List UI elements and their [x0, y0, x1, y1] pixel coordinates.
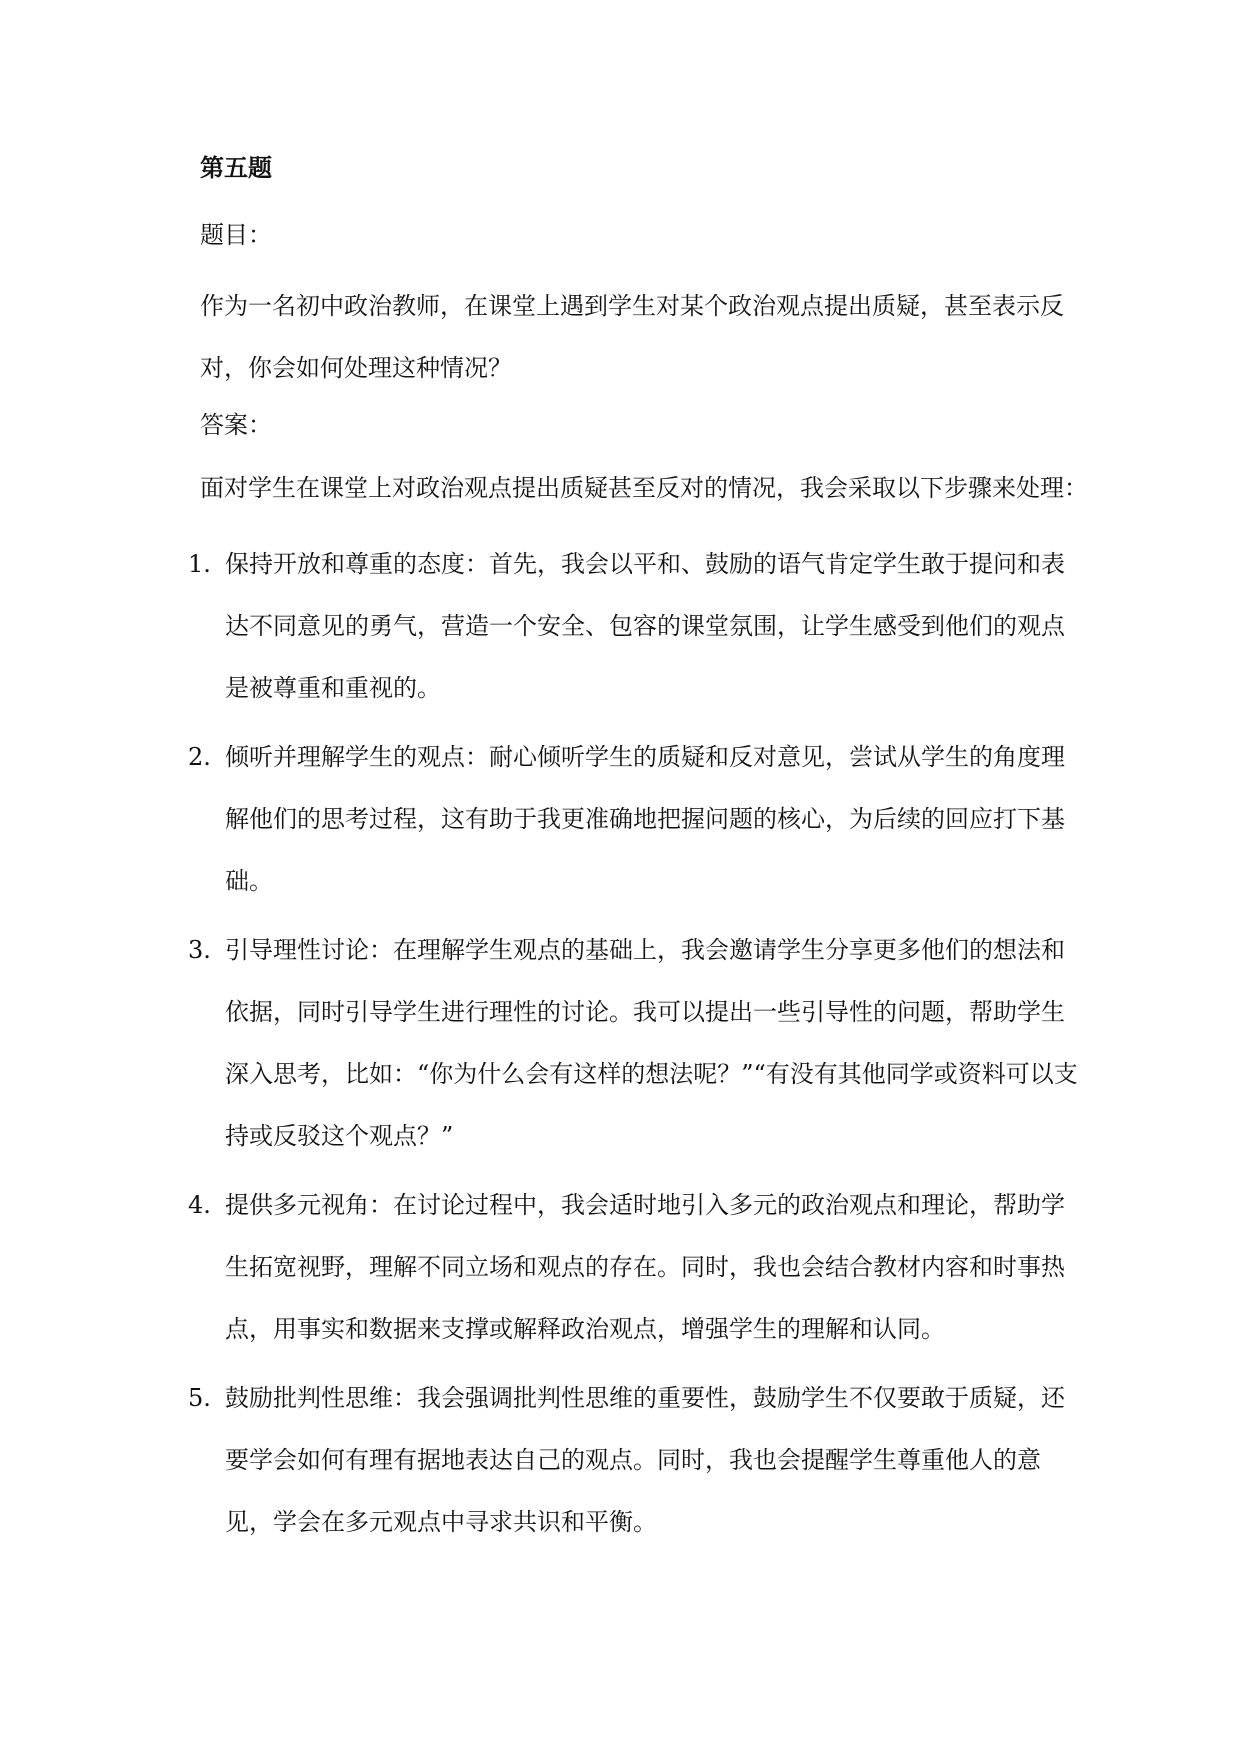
list-item-text: 引导理性讨论：在理解学生观点的基础上，我会邀请学生分享更多他们的想法和依据，同时引导学生进行理性的讨论。我可以提出一些引导性的问题，帮助学生深入思考，比如：“你为什么会有这样的想法呢？”“有没有其他同学或资料可以支持或反驳这个观点？”: [225, 936, 1078, 1150]
list-item-text: 提供多元视角：在讨论过程中，我会适时地引入多元的政治观点和理论，帮助学生拓宽视野，理解不同立场和观点的存在。同时，我也会结合教材内容和时事热点，用事实和数据来支撑或解释政治观点，增强学生的理解和认同。: [225, 1191, 1065, 1343]
list-item-2: [0, 726, 1241, 912]
answer-intro: 面对学生在课堂上对政治观点提出质疑甚至反对的情况，我会采取以下步骤来处理：: [200, 474, 1088, 502]
list-item-number: 2.: [188, 743, 211, 771]
question-text: 作为一名初中政治教师，在课堂上遇到学生对某个政治观点提出质疑，甚至表示反对，你会如何处理这种情况？: [200, 292, 1064, 382]
list-item-text: 保持开放和尊重的态度：首先，我会以平和、鼓励的语气肯定学生敢于提问和表达不同意见的勇气，营造一个安全、包容的课堂氛围，让学生感受到他们的观点是被尊重和重视的。: [225, 550, 1065, 702]
question-label: 题目：: [200, 221, 272, 249]
section-heading: 第五题: [200, 154, 272, 182]
list-item-number: 3.: [188, 936, 211, 964]
list-item-3: [0, 919, 1241, 1167]
answer-label: 答案：: [200, 411, 272, 439]
list-item-number: 4.: [188, 1191, 211, 1219]
list-item-5: [0, 1367, 1241, 1553]
list-item-number: 5.: [188, 1384, 211, 1412]
list-item-4: [0, 1174, 1241, 1360]
answer-list: [0, 533, 1241, 1560]
list-item-number: 1.: [188, 550, 211, 578]
list-item-1: [0, 533, 1241, 719]
list-item-text: 倾听并理解学生的观点：耐心倾听学生的质疑和反对意见，尝试从学生的角度理解他们的思考过程，这有助于我更准确地把握问题的核心，为后续的回应打下基础。: [225, 743, 1065, 895]
list-item-text: 鼓励批判性思维：我会强调批判性思维的重要性，鼓励学生不仅要敢于质疑，还要学会如何有理有据地表达自己的观点。同时，我也会提醒学生尊重他人的意见，学会在多元观点中寻求共识和平衡。: [225, 1384, 1065, 1536]
